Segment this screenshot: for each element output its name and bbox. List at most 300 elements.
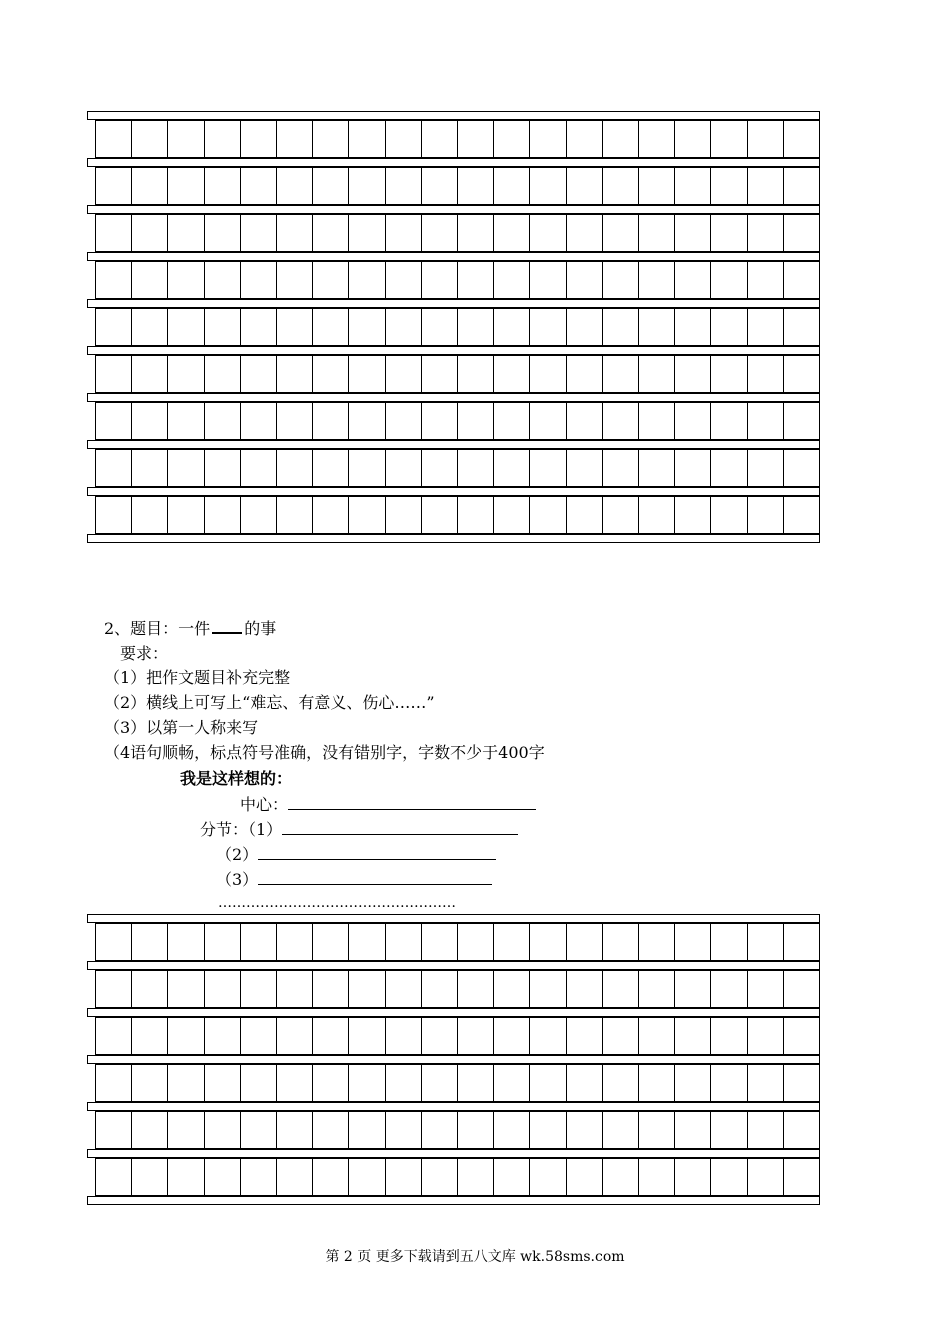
grid-cell[interactable] — [277, 120, 313, 158]
grid-cell[interactable] — [422, 355, 458, 393]
grid-cell[interactable] — [639, 1064, 675, 1102]
grid-cell[interactable] — [748, 308, 784, 346]
grid-cell[interactable] — [277, 1017, 313, 1055]
grid-cell[interactable] — [711, 261, 747, 299]
grid-cell[interactable] — [313, 496, 349, 534]
grid-cell[interactable] — [349, 402, 385, 440]
grid-cell[interactable] — [168, 970, 204, 1008]
grid-cell[interactable] — [711, 402, 747, 440]
grid-cell[interactable] — [241, 120, 277, 158]
section-2-line[interactable] — [258, 843, 496, 860]
grid-cell[interactable] — [422, 1158, 458, 1196]
grid-cell[interactable] — [603, 308, 639, 346]
grid-cell[interactable] — [313, 1064, 349, 1102]
grid-cell[interactable] — [494, 970, 530, 1008]
grid-cell[interactable] — [422, 1111, 458, 1149]
grid-cell[interactable] — [603, 214, 639, 252]
grid-cell[interactable] — [132, 120, 168, 158]
grid-cell[interactable] — [96, 214, 132, 252]
grid-cell[interactable] — [711, 355, 747, 393]
grid-cell[interactable] — [386, 1064, 422, 1102]
grid-cell[interactable] — [132, 970, 168, 1008]
grid-cell[interactable] — [530, 1158, 566, 1196]
grid-cell[interactable] — [132, 1064, 168, 1102]
grid-cell[interactable] — [205, 923, 241, 961]
grid-cell[interactable] — [567, 923, 603, 961]
grid-cell[interactable] — [313, 120, 349, 158]
grid-cell[interactable] — [639, 355, 675, 393]
grid-cell[interactable] — [422, 449, 458, 487]
grid-cell[interactable] — [675, 355, 711, 393]
grid-cell[interactable] — [458, 1017, 494, 1055]
grid-cell[interactable] — [386, 1017, 422, 1055]
grid-cell[interactable] — [494, 1158, 530, 1196]
grid-cell[interactable] — [675, 1017, 711, 1055]
grid-cell[interactable] — [205, 214, 241, 252]
grid-cell[interactable] — [96, 120, 132, 158]
grid-cell[interactable] — [96, 261, 132, 299]
grid-cell[interactable] — [168, 923, 204, 961]
grid-cell[interactable] — [132, 308, 168, 346]
grid-cell[interactable] — [422, 402, 458, 440]
grid-cell[interactable] — [784, 167, 820, 205]
grid-cell[interactable] — [277, 923, 313, 961]
grid-cell[interactable] — [494, 496, 530, 534]
grid-cell[interactable] — [349, 1111, 385, 1149]
grid-cell[interactable] — [349, 120, 385, 158]
grid-cell[interactable] — [241, 1158, 277, 1196]
grid-cell[interactable] — [313, 214, 349, 252]
grid-cell[interactable] — [784, 402, 820, 440]
grid-cell[interactable] — [349, 1017, 385, 1055]
grid-cell[interactable] — [748, 214, 784, 252]
grid-cell[interactable] — [349, 1064, 385, 1102]
grid-cell[interactable] — [313, 970, 349, 1008]
grid-cell[interactable] — [205, 1158, 241, 1196]
grid-cell[interactable] — [96, 1017, 132, 1055]
grid-cell[interactable] — [168, 1158, 204, 1196]
grid-cell[interactable] — [241, 1064, 277, 1102]
grid-cell[interactable] — [639, 214, 675, 252]
grid-cell[interactable] — [784, 214, 820, 252]
grid-cell[interactable] — [277, 402, 313, 440]
grid-cell[interactable] — [313, 261, 349, 299]
grid-cell[interactable] — [494, 402, 530, 440]
grid-cell[interactable] — [168, 449, 204, 487]
grid-cell[interactable] — [530, 1111, 566, 1149]
grid-cell[interactable] — [422, 261, 458, 299]
grid-cell[interactable] — [205, 261, 241, 299]
grid-cell[interactable] — [205, 308, 241, 346]
grid-cell[interactable] — [96, 970, 132, 1008]
grid-cell[interactable] — [567, 1064, 603, 1102]
grid-cell[interactable] — [530, 923, 566, 961]
grid-cell[interactable] — [784, 308, 820, 346]
grid-cell[interactable] — [458, 308, 494, 346]
grid-cell[interactable] — [711, 1158, 747, 1196]
grid-cell[interactable] — [603, 120, 639, 158]
grid-cell[interactable] — [205, 402, 241, 440]
grid-cell[interactable] — [132, 167, 168, 205]
grid-cell[interactable] — [711, 449, 747, 487]
grid-cell[interactable] — [675, 261, 711, 299]
grid-cell[interactable] — [458, 1111, 494, 1149]
grid-cell[interactable] — [277, 970, 313, 1008]
grid-cell[interactable] — [205, 1017, 241, 1055]
grid-cell[interactable] — [349, 214, 385, 252]
grid-cell[interactable] — [313, 402, 349, 440]
grid-cell[interactable] — [313, 308, 349, 346]
grid-cell[interactable] — [784, 449, 820, 487]
grid-cell[interactable] — [422, 167, 458, 205]
grid-cell[interactable] — [711, 167, 747, 205]
grid-cell[interactable] — [132, 449, 168, 487]
grid-cell[interactable] — [241, 355, 277, 393]
grid-cell[interactable] — [784, 120, 820, 158]
grid-cell[interactable] — [458, 355, 494, 393]
grid-cell[interactable] — [458, 923, 494, 961]
grid-cell[interactable] — [567, 308, 603, 346]
grid-cell[interactable] — [386, 970, 422, 1008]
grid-cell[interactable] — [168, 355, 204, 393]
grid-cell[interactable] — [748, 970, 784, 1008]
grid-cell[interactable] — [748, 167, 784, 205]
grid-cell[interactable] — [603, 261, 639, 299]
grid-cell[interactable] — [386, 308, 422, 346]
grid-cell[interactable] — [96, 308, 132, 346]
grid-cell[interactable] — [784, 1064, 820, 1102]
grid-cell[interactable] — [748, 261, 784, 299]
grid-cell[interactable] — [530, 402, 566, 440]
grid-cell[interactable] — [386, 167, 422, 205]
grid-cell[interactable] — [241, 1111, 277, 1149]
grid-cell[interactable] — [711, 1111, 747, 1149]
grid-cell[interactable] — [748, 120, 784, 158]
grid-cell[interactable] — [205, 970, 241, 1008]
grid-cell[interactable] — [603, 923, 639, 961]
grid-cell[interactable] — [530, 1017, 566, 1055]
grid-cell[interactable] — [241, 449, 277, 487]
grid-cell[interactable] — [349, 261, 385, 299]
grid-cell[interactable] — [205, 120, 241, 158]
grid-cell[interactable] — [639, 261, 675, 299]
grid-cell[interactable] — [96, 496, 132, 534]
grid-cell[interactable] — [458, 449, 494, 487]
grid-cell[interactable] — [530, 355, 566, 393]
grid-cell[interactable] — [241, 214, 277, 252]
grid-cell[interactable] — [639, 496, 675, 534]
grid-cell[interactable] — [530, 167, 566, 205]
grid-cell[interactable] — [96, 402, 132, 440]
grid-cell[interactable] — [711, 308, 747, 346]
grid-cell[interactable] — [675, 496, 711, 534]
grid-cell[interactable] — [494, 1064, 530, 1102]
grid-cell[interactable] — [603, 355, 639, 393]
grid-cell[interactable] — [96, 449, 132, 487]
grid-cell[interactable] — [349, 449, 385, 487]
grid-cell[interactable] — [96, 355, 132, 393]
grid-cell[interactable] — [675, 449, 711, 487]
grid-cell[interactable] — [349, 167, 385, 205]
grid-cell[interactable] — [567, 1111, 603, 1149]
grid-cell[interactable] — [205, 496, 241, 534]
grid-cell[interactable] — [422, 1064, 458, 1102]
grid-cell[interactable] — [639, 308, 675, 346]
grid-cell[interactable] — [639, 120, 675, 158]
grid-cell[interactable] — [567, 214, 603, 252]
grid-cell[interactable] — [603, 970, 639, 1008]
grid-cell[interactable] — [639, 402, 675, 440]
grid-cell[interactable] — [748, 355, 784, 393]
grid-cell[interactable] — [603, 449, 639, 487]
grid-cell[interactable] — [603, 1158, 639, 1196]
grid-cell[interactable] — [494, 214, 530, 252]
grid-cell[interactable] — [567, 1017, 603, 1055]
grid-cell[interactable] — [386, 449, 422, 487]
grid-cell[interactable] — [205, 1111, 241, 1149]
grid-cell[interactable] — [530, 449, 566, 487]
grid-cell[interactable] — [458, 496, 494, 534]
grid-cell[interactable] — [603, 402, 639, 440]
grid-cell[interactable] — [241, 923, 277, 961]
grid-cell[interactable] — [603, 1064, 639, 1102]
grid-cell[interactable] — [132, 355, 168, 393]
grid-cell[interactable] — [530, 214, 566, 252]
grid-cell[interactable] — [277, 308, 313, 346]
grid-cell[interactable] — [386, 402, 422, 440]
grid-cell[interactable] — [132, 496, 168, 534]
grid-cell[interactable] — [530, 970, 566, 1008]
grid-cell[interactable] — [675, 120, 711, 158]
grid-cell[interactable] — [132, 261, 168, 299]
grid-cell[interactable] — [241, 261, 277, 299]
grid-cell[interactable] — [675, 1158, 711, 1196]
grid-cell[interactable] — [96, 167, 132, 205]
grid-cell[interactable] — [458, 970, 494, 1008]
grid-cell[interactable] — [711, 496, 747, 534]
grid-cell[interactable] — [422, 496, 458, 534]
grid-cell[interactable] — [530, 120, 566, 158]
section-1-line[interactable] — [282, 818, 518, 835]
grid-cell[interactable] — [784, 970, 820, 1008]
grid-cell[interactable] — [168, 308, 204, 346]
grid-cell[interactable] — [567, 120, 603, 158]
grid-cell[interactable] — [349, 308, 385, 346]
grid-cell[interactable] — [422, 308, 458, 346]
grid-cell[interactable] — [386, 1111, 422, 1149]
grid-cell[interactable] — [458, 1158, 494, 1196]
grid-cell[interactable] — [168, 496, 204, 534]
grid-cell[interactable] — [711, 1017, 747, 1055]
grid-cell[interactable] — [494, 120, 530, 158]
grid-cell[interactable] — [711, 120, 747, 158]
grid-cell[interactable] — [748, 449, 784, 487]
grid-cell[interactable] — [784, 923, 820, 961]
grid-cell[interactable] — [313, 167, 349, 205]
grid-cell[interactable] — [132, 402, 168, 440]
grid-cell[interactable] — [349, 923, 385, 961]
grid-cell[interactable] — [96, 1158, 132, 1196]
grid-cell[interactable] — [96, 923, 132, 961]
grid-cell[interactable] — [313, 449, 349, 487]
grid-cell[interactable] — [349, 355, 385, 393]
grid-cell[interactable] — [639, 1017, 675, 1055]
grid-cell[interactable] — [277, 496, 313, 534]
grid-cell[interactable] — [567, 496, 603, 534]
grid-cell[interactable] — [639, 167, 675, 205]
grid-cell[interactable] — [386, 1158, 422, 1196]
grid-cell[interactable] — [241, 167, 277, 205]
grid-cell[interactable] — [458, 120, 494, 158]
grid-cell[interactable] — [168, 120, 204, 158]
grid-cell[interactable] — [132, 1111, 168, 1149]
grid-cell[interactable] — [494, 449, 530, 487]
grid-cell[interactable] — [748, 402, 784, 440]
grid-cell[interactable] — [277, 449, 313, 487]
center-line[interactable] — [288, 793, 536, 810]
grid-cell[interactable] — [277, 1111, 313, 1149]
grid-cell[interactable] — [567, 355, 603, 393]
grid-cell[interactable] — [494, 308, 530, 346]
grid-cell[interactable] — [458, 261, 494, 299]
grid-cell[interactable] — [530, 261, 566, 299]
grid-cell[interactable] — [168, 167, 204, 205]
grid-cell[interactable] — [277, 261, 313, 299]
grid-cell[interactable] — [205, 1064, 241, 1102]
grid-cell[interactable] — [748, 923, 784, 961]
grid-cell[interactable] — [422, 923, 458, 961]
grid-cell[interactable] — [603, 496, 639, 534]
grid-cell[interactable] — [386, 214, 422, 252]
grid-cell[interactable] — [458, 167, 494, 205]
grid-cell[interactable] — [748, 1158, 784, 1196]
grid-cell[interactable] — [494, 1111, 530, 1149]
grid-cell[interactable] — [313, 1017, 349, 1055]
grid-cell[interactable] — [349, 1158, 385, 1196]
grid-cell[interactable] — [132, 1017, 168, 1055]
grid-cell[interactable] — [422, 970, 458, 1008]
grid-cell[interactable] — [241, 970, 277, 1008]
grid-cell[interactable] — [567, 402, 603, 440]
grid-cell[interactable] — [494, 355, 530, 393]
grid-cell[interactable] — [458, 1064, 494, 1102]
section-3-line[interactable] — [258, 868, 492, 885]
grid-cell[interactable] — [313, 1158, 349, 1196]
grid-cell[interactable] — [241, 1017, 277, 1055]
grid-cell[interactable] — [386, 496, 422, 534]
grid-cell[interactable] — [711, 970, 747, 1008]
grid-cell[interactable] — [205, 449, 241, 487]
grid-cell[interactable] — [313, 923, 349, 961]
grid-cell[interactable] — [603, 1017, 639, 1055]
grid-cell[interactable] — [422, 1017, 458, 1055]
grid-cell[interactable] — [784, 496, 820, 534]
grid-cell[interactable] — [168, 1064, 204, 1102]
grid-cell[interactable] — [784, 261, 820, 299]
title-blank[interactable] — [212, 618, 242, 634]
grid-cell[interactable] — [132, 923, 168, 961]
grid-cell[interactable] — [748, 1064, 784, 1102]
grid-cell[interactable] — [675, 308, 711, 346]
grid-cell[interactable] — [132, 1158, 168, 1196]
grid-cell[interactable] — [277, 1158, 313, 1196]
grid-cell[interactable] — [748, 1017, 784, 1055]
grid-cell[interactable] — [567, 167, 603, 205]
grid-cell[interactable] — [168, 1111, 204, 1149]
grid-cell[interactable] — [386, 261, 422, 299]
grid-cell[interactable] — [349, 496, 385, 534]
grid-cell[interactable] — [603, 1111, 639, 1149]
grid-cell[interactable] — [132, 214, 168, 252]
grid-cell[interactable] — [241, 496, 277, 534]
grid-cell[interactable] — [748, 1111, 784, 1149]
grid-cell[interactable] — [639, 1111, 675, 1149]
grid-cell[interactable] — [494, 261, 530, 299]
grid-cell[interactable] — [784, 1158, 820, 1196]
grid-cell[interactable] — [639, 449, 675, 487]
grid-cell[interactable] — [675, 167, 711, 205]
grid-cell[interactable] — [675, 1111, 711, 1149]
grid-cell[interactable] — [675, 402, 711, 440]
grid-cell[interactable] — [675, 1064, 711, 1102]
grid-cell[interactable] — [639, 1158, 675, 1196]
grid-cell[interactable] — [313, 1111, 349, 1149]
grid-cell[interactable] — [422, 120, 458, 158]
grid-cell[interactable] — [530, 1064, 566, 1102]
grid-cell[interactable] — [96, 1111, 132, 1149]
grid-cell[interactable] — [458, 214, 494, 252]
grid-cell[interactable] — [748, 496, 784, 534]
grid-cell[interactable] — [96, 1064, 132, 1102]
grid-cell[interactable] — [530, 496, 566, 534]
grid-cell[interactable] — [784, 355, 820, 393]
grid-cell[interactable] — [205, 167, 241, 205]
grid-cell[interactable] — [205, 355, 241, 393]
grid-cell[interactable] — [422, 214, 458, 252]
grid-cell[interactable] — [784, 1017, 820, 1055]
grid-cell[interactable] — [567, 970, 603, 1008]
grid-cell[interactable] — [386, 355, 422, 393]
grid-cell[interactable] — [241, 402, 277, 440]
grid-cell[interactable] — [313, 355, 349, 393]
grid-cell[interactable] — [675, 970, 711, 1008]
grid-cell[interactable] — [168, 214, 204, 252]
grid-cell[interactable] — [494, 167, 530, 205]
grid-cell[interactable] — [277, 1064, 313, 1102]
grid-cell[interactable] — [168, 402, 204, 440]
grid-cell[interactable] — [711, 1064, 747, 1102]
grid-cell[interactable] — [241, 308, 277, 346]
grid-cell[interactable] — [711, 214, 747, 252]
grid-cell[interactable] — [277, 214, 313, 252]
grid-cell[interactable] — [349, 970, 385, 1008]
grid-cell[interactable] — [567, 1158, 603, 1196]
grid-cell[interactable] — [567, 261, 603, 299]
grid-cell[interactable] — [639, 923, 675, 961]
grid-cell[interactable] — [530, 308, 566, 346]
grid-cell[interactable] — [675, 214, 711, 252]
grid-cell[interactable] — [494, 923, 530, 961]
grid-cell[interactable] — [639, 970, 675, 1008]
grid-cell[interactable] — [277, 167, 313, 205]
grid-cell[interactable] — [386, 120, 422, 158]
grid-cell[interactable] — [277, 355, 313, 393]
grid-cell[interactable] — [494, 1017, 530, 1055]
grid-cell[interactable] — [168, 1017, 204, 1055]
grid-cell[interactable] — [168, 261, 204, 299]
grid-cell[interactable] — [675, 923, 711, 961]
grid-cell[interactable] — [711, 923, 747, 961]
